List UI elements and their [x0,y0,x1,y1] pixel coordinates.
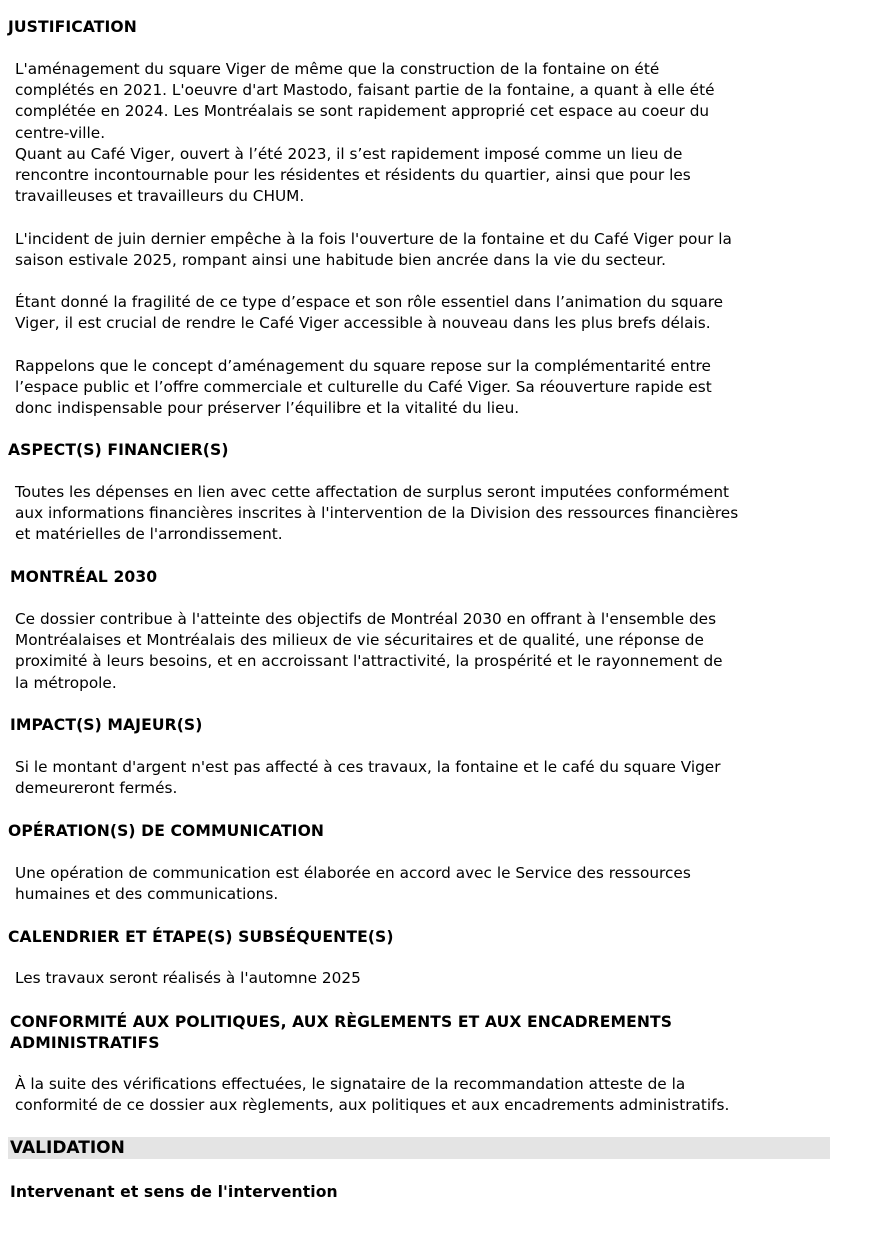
text-line: humaines et des communications. [15,885,279,904]
text-line: demeureront fermés. [15,779,178,798]
text-line: conformité de ce dossier aux règlements, aux politiques et aux encadrements administratifs. [15,1096,730,1115]
text-line: l’espace public et l’offre commerciale et culturelle du Café Viger. Sa réouverture rapide est [15,377,712,396]
paragraph-spacer [15,271,732,292]
text-line: Étant donné la fragilité de ce type d’espace et son rôle essentiel dans l’animation du square [15,293,724,312]
text-line: travailleuses et travailleurs du CHUM. [15,187,305,206]
montreal-2030-text [15,609,723,694]
impacts-text [15,757,721,799]
justification-text [15,59,732,419]
financial-text [15,482,738,546]
section-heading-justification: JUSTIFICATION [8,18,137,36]
text-line: proximité à leurs besoins, et en accroissant l'attractivité, la prospérité et le rayonnement de [15,652,723,671]
calendar-text [15,968,361,989]
text-line: saison estivale 2025, rompant ainsi une habitude bien ancrée dans la vie du secteur. [15,250,666,269]
section-heading-impacts: IMPACT(S) MAJEUR(S) [10,716,203,734]
text-line: Toutes les dépenses en lien avec cette affectation de surplus seront imputées conformément [15,483,730,501]
section-heading-communication: OPÉRATION(S) DE COMMUNICATION [8,822,325,840]
text-line: centre-ville. [15,123,106,142]
text-line: aux informations financières inscrites à l'intervention de la Division des ressources financières [15,504,739,523]
validation-subheading: Intervenant et sens de l'intervention [10,1183,338,1201]
text-line: Ce dossier contribue à l'atteinte des objectifs de Montréal 2030 en offrant à l'ensemble des [15,610,717,628]
section-heading-montreal-2030: MONTRÉAL 2030 [10,568,158,586]
text-line: L'aménagement du square Viger de même que la construction de la fontaine on été [15,60,660,78]
text-line: L'incident de juin dernier empêche à la fois l'ouverture de la fontaine et du Café Viger pour la [15,229,732,248]
text-line: la métropole. [15,673,117,692]
text-line: et matérielles de l'arrondissement. [15,525,283,544]
text-line: Quant au Café Viger, ouvert à l’été 2023, il s’est rapidement imposé comme un lieu de [15,144,683,163]
text-line: Une opération de communication est élaborée en accord avec le Service des ressources [15,864,691,882]
conformity-text [15,1074,729,1116]
section-heading-calendar: CALENDRIER ET ÉTAPE(S) SUBSÉQUENTE(S) [8,928,394,946]
text-line: complétée en 2024. Les Montréalais se sont rapidement approprié cet espace au coeur du [15,102,710,121]
text-line: À la suite des vérifications effectuées, le signataire de la recommandation atteste de la [15,1075,686,1093]
communication-text [15,863,691,905]
section-heading-conformity: CONFORMITÉ AUX POLITIQUES, AUX RÈGLEMENTS ET AUX ENCADREMENTS [10,1013,673,1031]
text-line: Si le montant d'argent n'est pas affecté à ces travaux, la fontaine et le café du square Viger [15,758,721,776]
text-line: donc indispensable pour préserver l’équilibre et la vitalité du lieu. [15,399,520,417]
text-line: complétés en 2021. L'oeuvre d'art Mastodo, faisant partie de la fontaine, a quant à elle été [15,81,715,100]
section-heading-financial: ASPECT(S) FINANCIER(S) [8,441,229,459]
validation-header-bar [8,1137,830,1159]
text-line: Les travaux seront réalisés à l'automne 2025 [15,969,361,987]
text-line: Viger, il est crucial de rendre le Café Viger accessible à nouveau dans les plus brefs délais. [15,314,711,333]
text-line: Rappelons que le concept d’aménagement du square repose sur la complémentarité entre [15,356,711,375]
text-line: rencontre incontournable pour les résidentes et résidents du quartier, ainsi que pour les [15,165,691,184]
section-heading-validation: VALIDATION [10,1138,125,1158]
paragraph-spacer [15,334,732,355]
section-heading-conformity-cont: ADMINISTRATIFS [10,1034,160,1052]
paragraph-spacer [15,207,732,228]
text-line: Montréalaises et Montréalais des milieux de vie sécuritaires et de qualité, une réponse de [15,631,704,650]
